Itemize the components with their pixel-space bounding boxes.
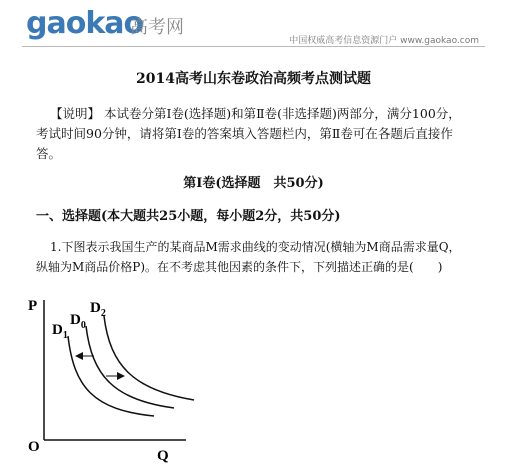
axis-label-p: P <box>28 298 38 314</box>
choice-section-heading: 一、选择题(本大题共25小题，每小题2分，共50分) <box>36 209 341 224</box>
curve-d0 <box>86 326 174 408</box>
site-header <box>0 0 507 50</box>
origin-label: O <box>28 439 40 455</box>
site-logo-cn: 高考网 <box>130 17 184 38</box>
curve-label-d2: $D_2$ <box>90 300 106 319</box>
demand-curve-diagram <box>24 288 199 463</box>
curve-label-d0: $D_0$ <box>70 312 86 331</box>
header-divider <box>22 46 485 47</box>
axis-label-q: Q <box>157 448 169 463</box>
document-title: 2014高考山东卷政治高频考点测试题 <box>136 71 371 87</box>
curve-label-d1: $D_1$ <box>52 322 68 341</box>
instructions-paragraph: 【说明】 本试卷分第Ⅰ卷(选择题)和第Ⅱ卷(非选择题)两部分，满分100分，考试时间90分钟，请将第Ⅰ卷的答案填入答题栏内，第Ⅱ卷可在各题后直接作答。 <box>36 106 461 161</box>
site-logo[interactable]: gaokao <box>26 6 144 41</box>
curve-d2 <box>104 316 194 400</box>
question-1-text: 1.下图表示我国生产的某商品M需求曲线的变动情况(横轴为M商品需求量Q，纵轴为M商品价格P)。在不考虑其他因素的条件下，下列描述正确的是( ) <box>36 240 461 274</box>
site-tagline: 中国权威高考信息资源门户 www.gaokao.com <box>289 36 479 46</box>
part-one-heading: 第Ⅰ卷(选择题 共50分) <box>183 176 324 191</box>
